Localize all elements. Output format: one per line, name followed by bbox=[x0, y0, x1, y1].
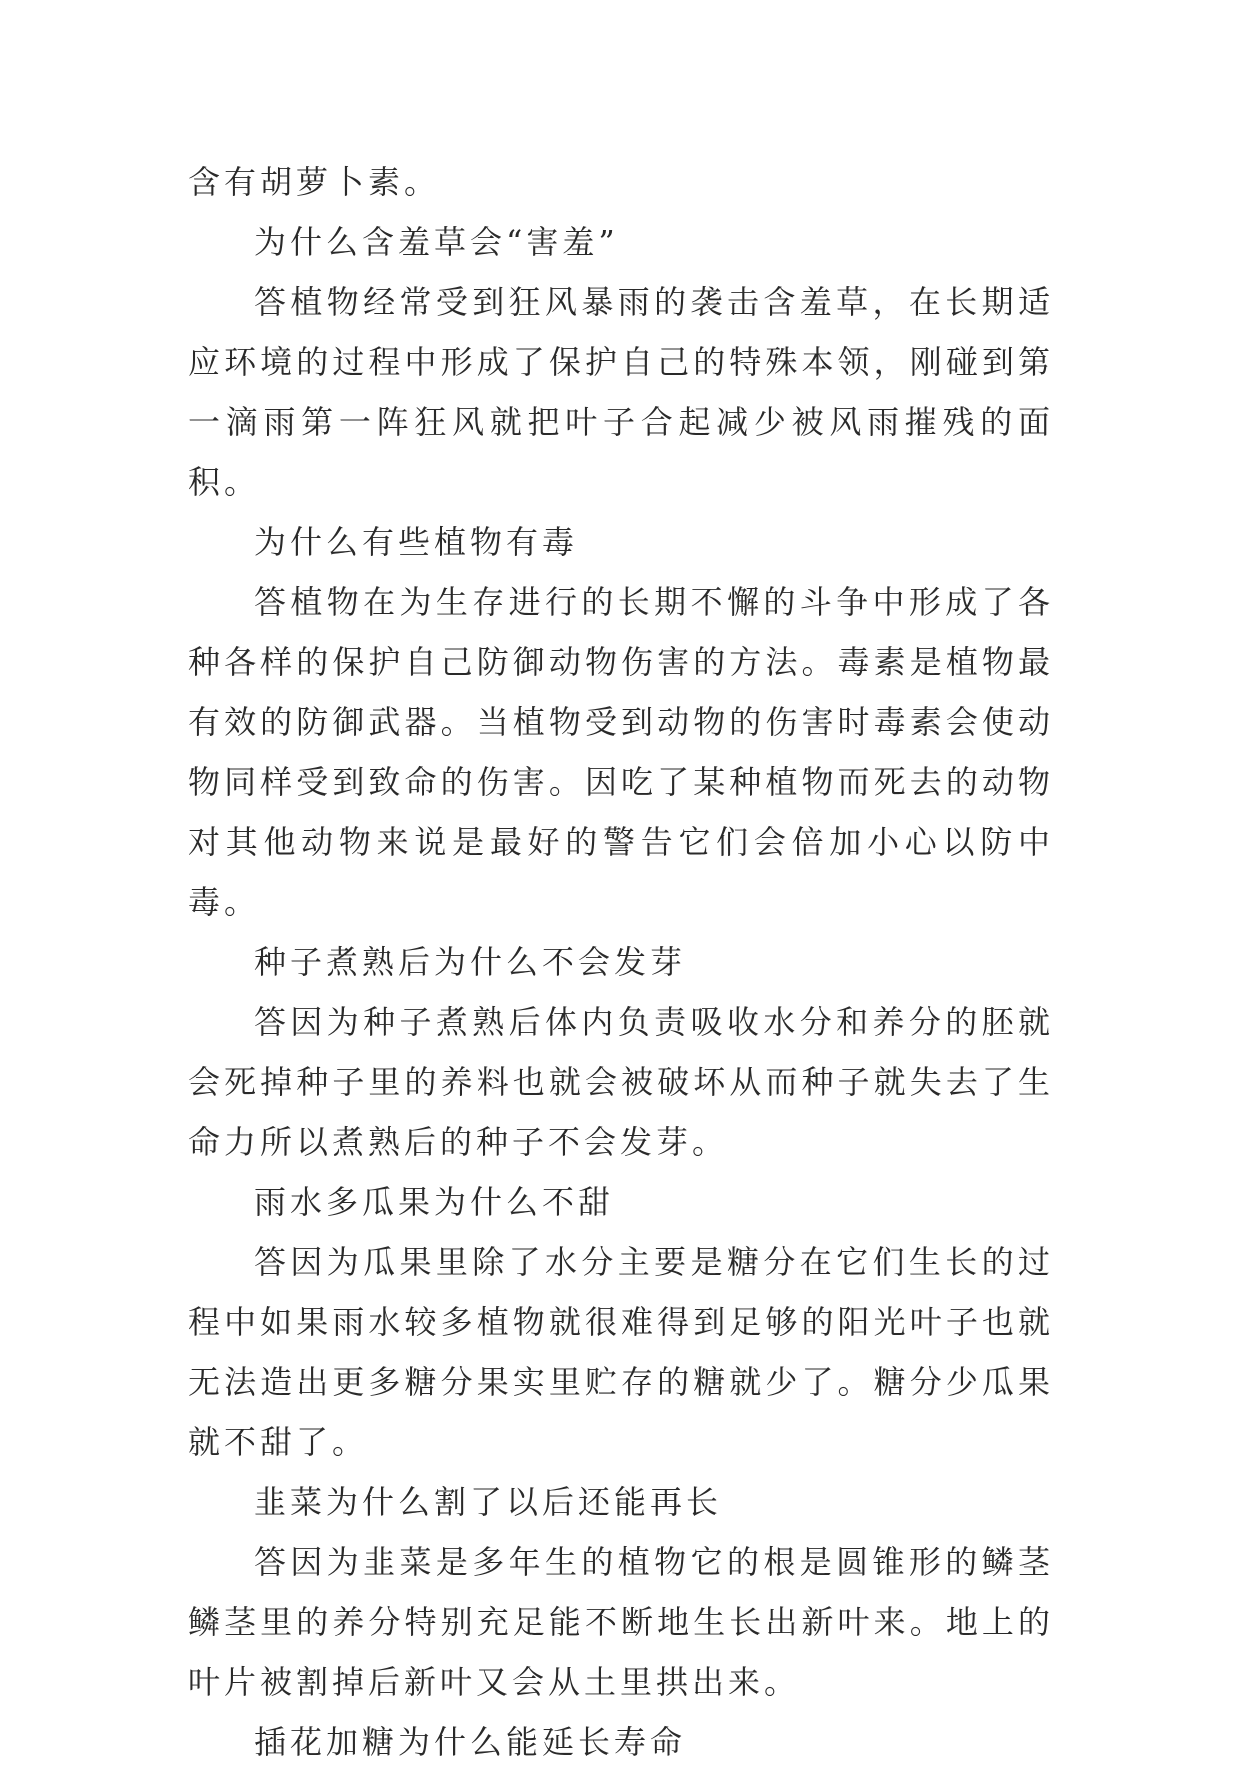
answer-paragraph-mimosa: 答植物经常受到狂风暴雨的袭击含羞草，在长期适应环境的过程中形成了保护自己的特殊本领，刚碰到第一滴雨第一阵狂风就把叶子合起减少被风雨摧残的面积。 bbox=[188, 283, 1054, 501]
section-heading-cut-flowers: 插花加糖为什么能延长寿命 bbox=[254, 1723, 687, 1761]
paragraph-continuation: 含有胡萝卜素。 bbox=[188, 163, 441, 201]
section-heading-chives: 韭菜为什么割了以后还能再长 bbox=[254, 1483, 723, 1521]
answer-paragraph-chives: 答因为韭菜是多年生的植物它的根是圆锥形的鳞茎鳞茎里的养分特别充足能不断地生长出新叶来。地上的叶片被割掉后新叶又会从土里拱出来。 bbox=[188, 1543, 1054, 1701]
section-heading-poisonous-plants: 为什么有些植物有毒 bbox=[254, 523, 579, 561]
answer-paragraph-cooked-seeds: 答因为种子煮熟后体内负责吸收水分和养分的胚就会死掉种子里的养料也就会被破坏从而种子就失去了生命力所以煮熟后的种子不会发芽。 bbox=[188, 1003, 1054, 1161]
answer-paragraph-poisonous-plants: 答植物在为生存进行的长期不懈的斗争中形成了各种各样的保护自己防御动物伤害的方法。毒素是植物最有效的防御武器。当植物受到动物的伤害时毒素会使动物同样受到致命的伤害。因吃了某种植物而死去的动物对其他动物来说是最好的警告它们会倍加小心以防中毒。 bbox=[188, 583, 1054, 921]
document-body bbox=[188, 152, 1054, 1772]
answer-paragraph-rain-fruit: 答因为瓜果里除了水分主要是糖分在它们生长的过程中如果雨水较多植物就很难得到足够的阳光叶子也就无法造出更多糖分果实里贮存的糖就少了。糖分少瓜果就不甜了。 bbox=[188, 1243, 1054, 1461]
section-heading-rain-fruit: 雨水多瓜果为什么不甜 bbox=[254, 1183, 615, 1221]
section-heading-mimosa: 为什么含羞草会“害羞” bbox=[254, 223, 619, 261]
section-heading-cooked-seeds: 种子煮熟后为什么不会发芽 bbox=[254, 943, 687, 981]
